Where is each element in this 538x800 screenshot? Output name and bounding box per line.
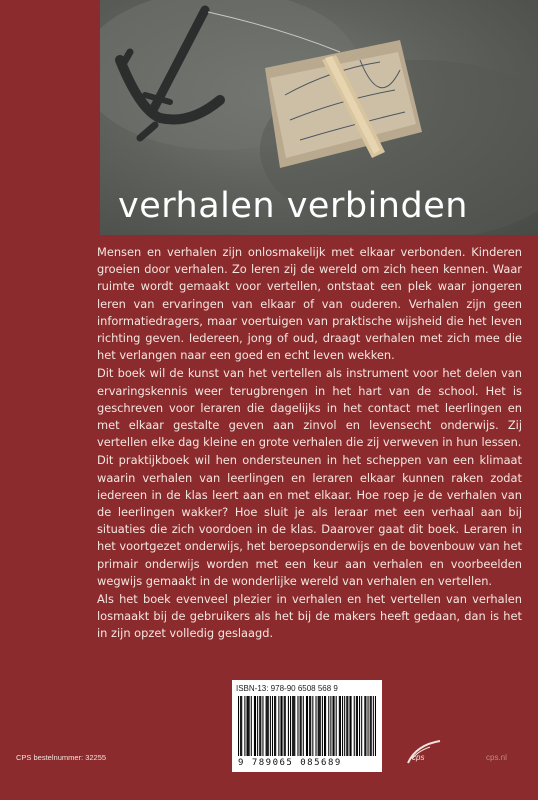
barcode-bar [293,696,294,756]
barcode-bar [246,696,247,756]
isbn-number: ISBN-13: 978-90 6508 568 9 [236,684,338,693]
barcode-bar [370,696,371,756]
barcode-bar [310,696,311,756]
barcode-bar [275,696,276,756]
barcode-bar [272,696,273,756]
barcode-bar [322,696,323,756]
barcode-bar [278,696,279,756]
barcode-bar [290,696,291,756]
barcode-bar [238,696,239,756]
barcode-bar [268,696,269,756]
barcode-bar [320,696,321,756]
barcode-bar [325,696,326,756]
barcode-bar [240,696,241,756]
cps-swoosh-logo-icon [404,737,444,767]
barcode-bar [297,696,298,756]
publisher-name: cps [412,753,425,762]
barcode-bar [324,696,325,756]
blurb-paragraph: Als het boek evenveel plezier in verhalen en het vertellen van verhalen losmaakt bij de gebruikers als het bij de makers heeft gedaan, dan is het in zijn opzet volledig geslaagd. [97,592,522,641]
book-title: verhalen verbinden [118,186,468,226]
barcode-bar [319,696,320,756]
barcode-bar [249,696,250,756]
barcode-bar [357,696,358,756]
barcode-bar [328,696,329,756]
barcode-label [232,680,382,772]
barcode-bar [257,696,258,756]
barcode-bar [307,696,308,756]
barcode-bar [284,696,285,756]
publisher-url: cps.nl [486,753,507,762]
barcode-bar [300,696,301,756]
barcode-bar [351,696,352,756]
barcode-bar [270,696,271,756]
barcode-bar [375,696,376,756]
barcode-bar [365,696,366,756]
barcode-bar [292,696,293,756]
blurb-paragraph: Dit boek wil de kunst van het vertellen als instrument voor het delen van ervaringskennis weer terugbrengen in het hart van de school. Het is geschreven voor leraren die dagelijks in het contact met leerlingen en met elkaar gestalte geven aan zinvol en levensecht onderwijs. Zij vertellen elke dag kleine en grote verhalen die zij verweven in hun lessen. [97,366,522,450]
barcode-bar [330,696,331,756]
barcode-bar [259,696,260,756]
barcode-bar [303,696,304,756]
order-number: CPS bestelnummer: 32255 [16,753,107,762]
barcode-bar [285,696,286,756]
barcode-bar [306,696,307,756]
barcode-bar [294,696,295,756]
barcode-bar [347,696,348,756]
barcode-bar [241,696,242,756]
barcode-bar [340,696,341,756]
cover-photo [100,0,538,235]
barcode-bar [332,696,333,756]
barcode-bar [371,696,372,756]
barcode-bar [260,696,261,756]
barcode-bar [349,696,350,756]
barcode-bar [318,696,319,756]
barcode-bar [364,696,365,756]
barcode-bar [359,696,360,756]
barcode-bar [312,696,313,756]
barcode-bar [301,696,302,756]
barcode-bar [334,696,335,756]
barcode-bar [373,696,374,756]
barcode-bar [344,696,345,756]
barcode-bar [339,696,340,756]
barcode-bar [336,696,337,756]
barcode-bar [346,696,347,756]
barcode-bar [356,696,357,756]
barcode-bar [255,696,256,756]
barcode-bar [288,696,289,756]
barcode-bar [266,696,267,756]
barcode-bar [251,696,252,756]
barcode-bar [315,696,316,756]
barcode-digits: 9 789065 085689 [238,758,342,768]
barcode-bar [274,696,275,756]
barcode-bar [309,696,310,756]
barcode-bar [342,696,343,756]
barcode-bar [267,696,268,756]
blurb-paragraph: Mensen en verhalen zijn onlosmakelijk met elkaar verbonden. Kinderen groeien door verhalen. Zo leren zij de wereld om zich heen kennen. Waar ruimte wordt gemaakt voor vertellen, ontstaat een plek waar jongeren leren van ervaringen van elkaar of van ouderen. Verhalen zijn geen informatiedragers, maar voertuigen van praktische wijsheid die het leven richting geven. Iedereen, jong of oud, draagt verhalen met zich mee die het verlangen naar een goed en echt leven wekken. [97,245,522,363]
back-cover-blurb [97,244,522,644]
barcode-bar [254,696,255,756]
barcode-bar [368,696,369,756]
barcode-icon [238,696,376,756]
barcode-bar [280,696,281,756]
barcode-bar [248,696,249,756]
barcode-bar [282,696,283,756]
barcode-bar [361,696,362,756]
publisher-logo [398,735,518,775]
barcode-bar [262,696,263,756]
blurb-paragraph: Dit praktijkboek wil hen ondersteunen in het scheppen van een klimaat waarin verhalen van leerlingen en leraren elkaar kunnen raken zodat iedereen in de klas leert aan en met elkaar. Hoe roep je de verhalen van de leerlingen wakker? Hoe sluit je als leraar met een verhaal aan bij situaties die zich voordoen in de klas. Daarover gaat dit boek. Leraren in het voortgezet onderwijs, het beroepsonderwijs en de bovenbouw van het primair onderwijs worden met een keur aan verhalen en voorbeelden wegwijs gemaakt in de wonderlijke wereld van verhalen en vertellen. [97,453,522,588]
barcode-bar [354,696,355,756]
barcode-bar [244,696,245,756]
